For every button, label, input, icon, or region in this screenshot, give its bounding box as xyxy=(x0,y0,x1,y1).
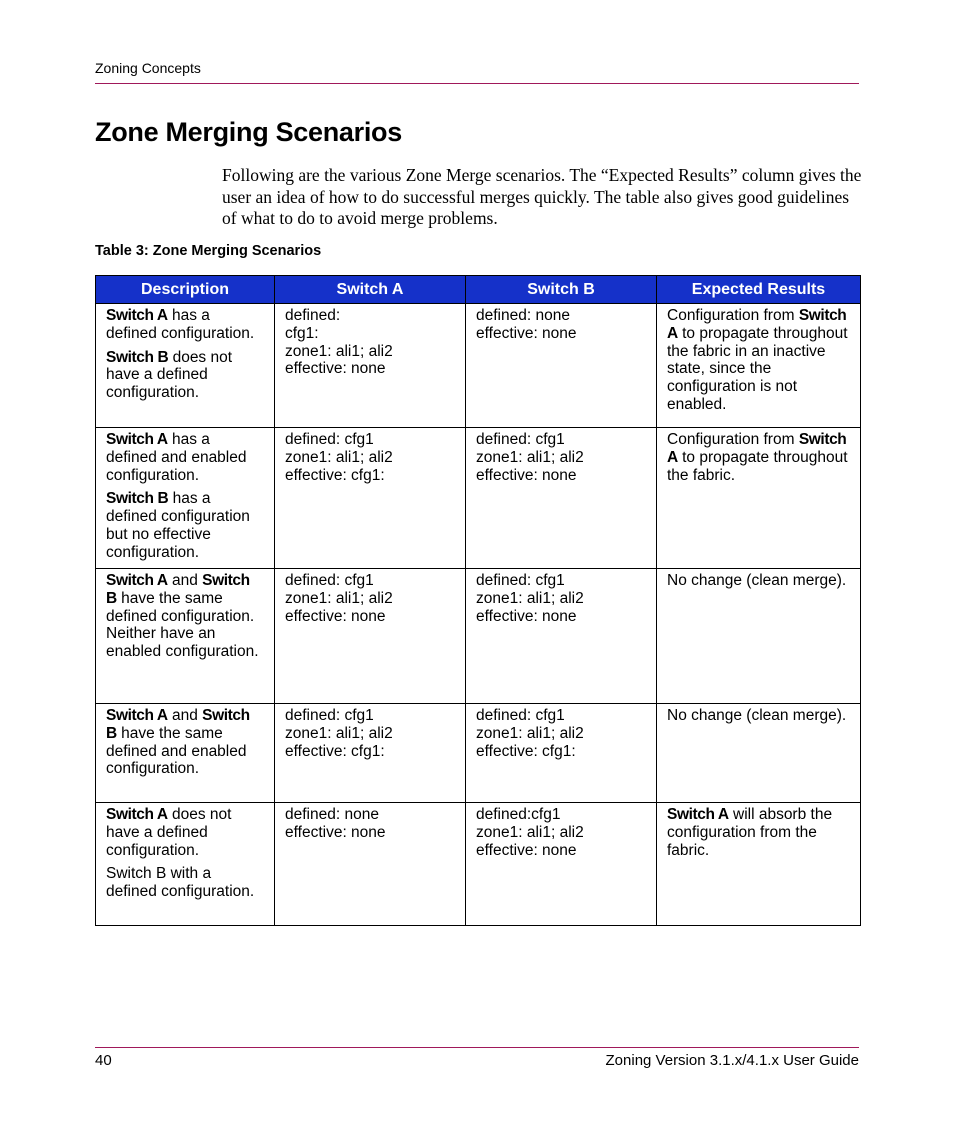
switch-name: Switch B xyxy=(106,490,169,508)
description-paragraph xyxy=(106,349,264,402)
result-text: Configuration from xyxy=(667,431,799,448)
config-line: defined: cfg1 xyxy=(285,707,374,724)
description-text: has a defined configuration but no effective configuration. xyxy=(106,490,250,561)
page-number: 40 xyxy=(95,1052,112,1069)
config-line: defined: cfg1 xyxy=(476,572,565,589)
cell-switch-b xyxy=(466,304,657,428)
cell-switch-a xyxy=(275,428,466,569)
description-text: and xyxy=(167,707,203,724)
switch-name: Switch A xyxy=(106,572,168,589)
config-line: defined: cfg1 xyxy=(285,572,374,589)
cell-switch-a xyxy=(275,304,466,428)
config-line: defined: none xyxy=(285,806,379,823)
cell-switch-b xyxy=(466,569,657,704)
result-text: Configuration from xyxy=(667,307,799,324)
config-line: cfg1: xyxy=(285,324,319,342)
config-line: effective: none xyxy=(285,360,386,378)
switch-name: Switch A xyxy=(106,707,168,724)
table-row xyxy=(96,803,861,926)
cell-expected-result xyxy=(657,304,861,428)
config-line: zone1: ali1; ali2 xyxy=(476,724,584,742)
cell-expected-result xyxy=(657,569,861,704)
config-line: zone1: ali1; ali2 xyxy=(285,448,393,466)
column-header-description: Description xyxy=(96,276,275,304)
description-paragraph xyxy=(106,431,264,484)
config-line: defined: none xyxy=(476,307,570,324)
config-line: effective: cfg1: xyxy=(476,742,576,760)
section-title: Zone Merging Scenarios xyxy=(95,117,402,147)
config-line: defined: cfg1 xyxy=(476,707,565,724)
config-line: effective: none xyxy=(285,823,386,841)
cell-description xyxy=(96,304,275,428)
description-text: and xyxy=(167,572,203,589)
zone-merging-table xyxy=(95,275,861,926)
description-text: has a defined configuration. xyxy=(106,307,255,342)
cell-description xyxy=(96,803,275,926)
switch-name: Switch A xyxy=(106,307,168,324)
result-text: will absorb the configuration from the fabric. xyxy=(667,806,833,859)
table-body xyxy=(96,304,861,926)
config-line: defined:cfg1 xyxy=(476,806,561,823)
config-line: zone1: ali1; ali2 xyxy=(285,342,393,360)
header-rule xyxy=(95,83,859,84)
column-header-expected-results: Expected Results xyxy=(657,276,861,304)
switch-name: Switch A xyxy=(106,806,168,823)
config-line: effective: cfg1: xyxy=(285,742,385,760)
cell-expected-result xyxy=(657,428,861,569)
switch-name: Switch A xyxy=(667,307,847,342)
switch-name: Switch B xyxy=(106,348,169,366)
config-line: zone1: ali1; ali2 xyxy=(285,589,393,607)
switch-name: Switch B xyxy=(106,572,250,607)
description-text: have the same defined and enabled configuration. xyxy=(106,724,247,778)
config-line: defined: cfg1 xyxy=(476,431,565,448)
intro-paragraph: Following are the various Zone Merge scenarios. The “Expected Results” column gives the user an idea of how to do successful merges quickly. The table also gives good guidelines of what to do to avoid merge problems. xyxy=(222,165,862,228)
table-row xyxy=(96,569,861,704)
config-line: zone1: ali1; ali2 xyxy=(476,448,584,466)
cell-description xyxy=(96,569,275,704)
description-paragraph xyxy=(106,572,264,661)
description-text: does not have a defined configuration. xyxy=(106,806,232,859)
config-line: effective: none xyxy=(285,607,386,625)
table-caption: Table 3: Zone Merging Scenarios xyxy=(95,243,322,259)
description-text: has a defined and enabled configuration. xyxy=(106,431,247,484)
table-header-row xyxy=(96,276,861,304)
result-text: No change (clean merge). xyxy=(667,572,847,589)
switch-name: Switch A xyxy=(667,431,847,466)
description-text: does not have a defined configuration. xyxy=(106,348,233,402)
switch-name: Switch B xyxy=(106,707,250,742)
cell-switch-b xyxy=(466,428,657,569)
column-header-switch-a: Switch A xyxy=(275,276,466,304)
cell-description xyxy=(96,704,275,803)
config-line: effective: none xyxy=(476,607,577,625)
cell-description xyxy=(96,428,275,569)
result-text: No change (clean merge). xyxy=(667,707,847,724)
cell-expected-result xyxy=(657,704,861,803)
config-line: zone1: ali1; ali2 xyxy=(476,823,584,841)
switch-name: Switch A xyxy=(106,431,168,448)
description-text: have the same defined configuration. Neither have an enabled configuration. xyxy=(106,589,259,661)
table-row xyxy=(96,304,861,428)
config-line: zone1: ali1; ali2 xyxy=(285,724,393,742)
config-line: effective: none xyxy=(476,841,577,859)
cell-switch-b xyxy=(466,803,657,926)
config-line: effective: cfg1: xyxy=(285,466,385,484)
cell-switch-a xyxy=(275,803,466,926)
result-text: to propagate throughout the fabric. xyxy=(667,448,848,484)
config-line: effective: none xyxy=(476,324,577,342)
config-line: effective: none xyxy=(476,466,577,484)
description-paragraph xyxy=(106,806,264,859)
footer-rule xyxy=(95,1047,859,1048)
footer-doc-title: Zoning Version 3.1.x/4.1.x User Guide xyxy=(605,1052,859,1069)
column-header-switch-b: Switch B xyxy=(466,276,657,304)
cell-switch-a xyxy=(275,704,466,803)
description-paragraph xyxy=(106,707,264,778)
result-text: to propagate throughout the fabric in an inactive state, since the configuration is not enabled. xyxy=(667,324,848,413)
table-row xyxy=(96,704,861,803)
description-paragraph xyxy=(106,307,264,343)
cell-switch-b xyxy=(466,704,657,803)
description-paragraph xyxy=(106,865,264,901)
config-line: defined: xyxy=(285,307,341,324)
config-line: defined: cfg1 xyxy=(285,431,374,448)
cell-switch-a xyxy=(275,569,466,704)
cell-expected-result xyxy=(657,803,861,926)
description-text: Switch B with a defined configuration. xyxy=(106,865,255,901)
description-paragraph xyxy=(106,490,264,561)
config-line: zone1: ali1; ali2 xyxy=(476,589,584,607)
table-row xyxy=(96,428,861,569)
running-header: Zoning Concepts xyxy=(95,60,201,76)
switch-name: Switch A xyxy=(667,806,729,823)
